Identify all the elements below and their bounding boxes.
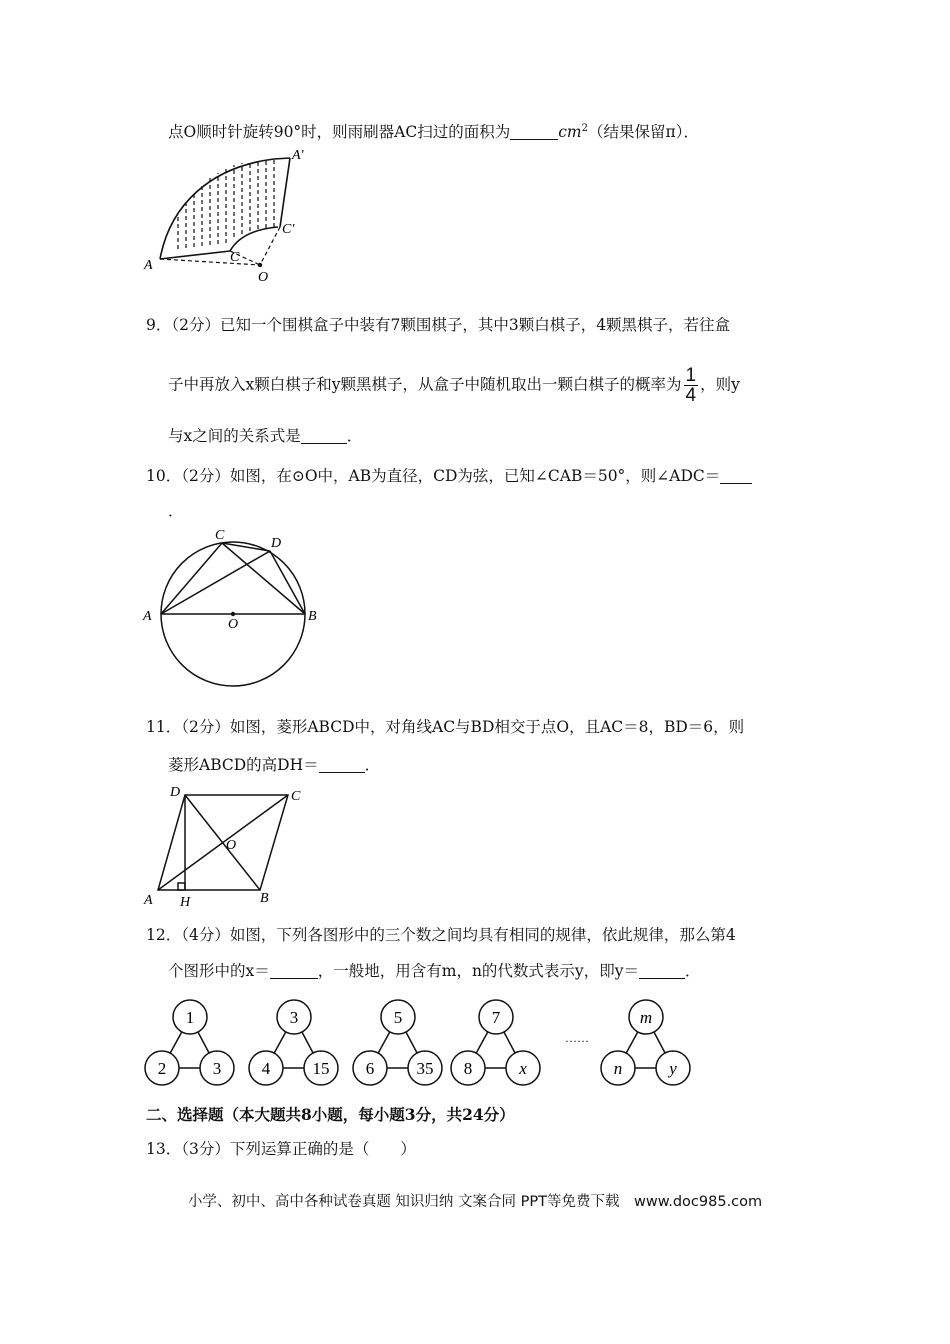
q12-line2-b: ，一般地，用含有m，n的代数式表示y，即y＝ [317, 962, 639, 980]
q10-line1-text: 10．（2分）如图，在⊙O中，AB为直径，CD为弦，已知∠CAB＝50°，则∠ADC＝ [146, 467, 721, 485]
label-b: B [308, 609, 317, 624]
q8-unit: cm [558, 123, 582, 142]
label-d: D [170, 785, 181, 800]
q12-line2-a: 个图形中的x＝ [168, 962, 270, 980]
q11-line2-end: ． [364, 756, 381, 774]
edge-top-left [274, 1032, 286, 1053]
number-triangle-3 [353, 1000, 442, 1085]
label-a: A [144, 258, 153, 273]
answer-blank [301, 427, 347, 444]
q10-line1 [146, 465, 752, 487]
edge-top-right [198, 1032, 209, 1053]
q9-line1: 9．（2分）已知一个围棋盒子中装有7颗围棋子，其中3颗白棋子，4颗黑棋子，若往盒 [146, 316, 731, 334]
edge-a-prime-c-prime [280, 158, 290, 227]
label-b: B [260, 891, 269, 906]
answer-blank [319, 756, 365, 773]
number-triangle-2 [249, 1000, 338, 1085]
q11-line2 [168, 754, 380, 776]
chord-cb [222, 543, 305, 614]
right-node-value: y [669, 1059, 677, 1078]
edge-top-left [476, 1032, 488, 1053]
edge-top-left [626, 1032, 638, 1053]
center-o [231, 612, 235, 616]
top-node-value: m [639, 1008, 653, 1027]
edge-top-right [406, 1032, 417, 1053]
q12-line1: 12．（4分）如图，下列各图形中的三个数之间均具有相同的规律，依此规律，那么第4 [146, 926, 736, 944]
edge-top-right [504, 1032, 515, 1053]
q11-line1: 11．（2分）如图，菱形ABCD中，对角线AC与BD相交于点O，且AC＝8，BD＝6，则 [146, 718, 745, 736]
right-node-value: 35 [416, 1059, 434, 1078]
label-o: O [258, 270, 269, 285]
edge-top-right [302, 1032, 313, 1053]
label-a: A [143, 609, 152, 624]
answer-blank [270, 962, 318, 979]
left-node-value: 2 [157, 1059, 167, 1078]
label-a-prime: A′ [292, 148, 304, 163]
point-o [258, 263, 262, 267]
q10-circle-figure [140, 525, 325, 695]
q9-line3-end: ． [346, 427, 363, 445]
label-c-prime: C′ [282, 222, 295, 237]
number-triangle-1 [145, 1000, 234, 1085]
q8-sentence: 点O顺时针旋转90°时，则雨刷器AC扫过的面积为 [168, 123, 511, 142]
q8-text [168, 118, 699, 143]
right-node-value: x [519, 1059, 527, 1078]
segment-ac [160, 251, 230, 259]
top-node-value: 7 [491, 1008, 501, 1027]
q9-line3 [168, 425, 362, 447]
outer-arc [160, 159, 274, 259]
ellipsis: …… [565, 1031, 589, 1045]
q12-number-triangles [135, 990, 705, 1090]
segment-a-prime [274, 158, 290, 159]
q9-line2 [168, 366, 740, 405]
answer-blank [720, 467, 752, 484]
chord-db [270, 551, 305, 614]
label-c: C [230, 250, 240, 265]
left-node-value: 4 [261, 1059, 271, 1078]
right-angle-mark [178, 883, 185, 890]
q9-line2-a: 子中再放入x颗白棋子和y颗黑棋子，从盒子中随机取出一颗白棋子的概率为 [168, 375, 682, 394]
q8-unit-exponent: 2 [581, 123, 589, 134]
q8-suffix: （结果保留π）． [588, 123, 699, 142]
dashed-c-prime-o [260, 227, 280, 265]
label-d: D [271, 536, 282, 551]
dashed-ao [160, 259, 260, 265]
footer-text: 小学、初中、高中各种试卷真题 知识归纳 文案合同 PPT等免费下载 www.doc985.com [187, 1194, 763, 1210]
fraction-numerator: 1 [685, 365, 697, 386]
label-o: O [228, 617, 239, 632]
edge-top-left [170, 1032, 182, 1053]
edge-top-left [378, 1032, 390, 1053]
q13-text: 13．（3分）下列运算正确的是（ ） [146, 1140, 416, 1158]
top-node-value: 3 [289, 1008, 299, 1027]
chord-ad [161, 551, 270, 614]
q12-line2-end: ． [684, 962, 701, 980]
edge-top-right [654, 1032, 665, 1053]
left-node-value: 8 [463, 1059, 473, 1078]
q9-line3-text: 与x之间的关系式是 [168, 427, 301, 445]
left-node-value: 6 [365, 1059, 375, 1078]
right-node-value: 15 [312, 1059, 330, 1078]
top-node-value: 1 [185, 1008, 195, 1027]
section-heading: 二、选择题（本大题共8小题，每小题3分，共24分） [146, 1105, 515, 1124]
right-node-value: 3 [212, 1059, 222, 1078]
label-c: C [291, 789, 301, 804]
label-a: A [144, 893, 153, 908]
answer-blank [510, 123, 558, 140]
number-triangle-4 [451, 1000, 540, 1085]
q11-line2-text: 菱形ABCD的高DH＝ [168, 756, 319, 774]
diagonal-bd [185, 795, 260, 890]
number-triangle-5 [601, 1000, 690, 1085]
q11-rhombus-figure [140, 782, 320, 910]
label-h: H [180, 895, 191, 910]
label-c: C [215, 528, 225, 543]
left-node-value: n [613, 1059, 623, 1078]
q9-line2-b: ，则y [700, 375, 740, 394]
probability-fraction [684, 366, 699, 405]
top-node-value: 5 [393, 1008, 403, 1027]
q8-wiper-figure [140, 145, 310, 285]
answer-blank [639, 962, 685, 979]
q12-line2 [168, 960, 700, 982]
fraction-denominator: 4 [685, 385, 697, 406]
q10-line2: ． [168, 502, 184, 520]
inner-arc [230, 227, 278, 251]
label-o: O [226, 838, 237, 853]
